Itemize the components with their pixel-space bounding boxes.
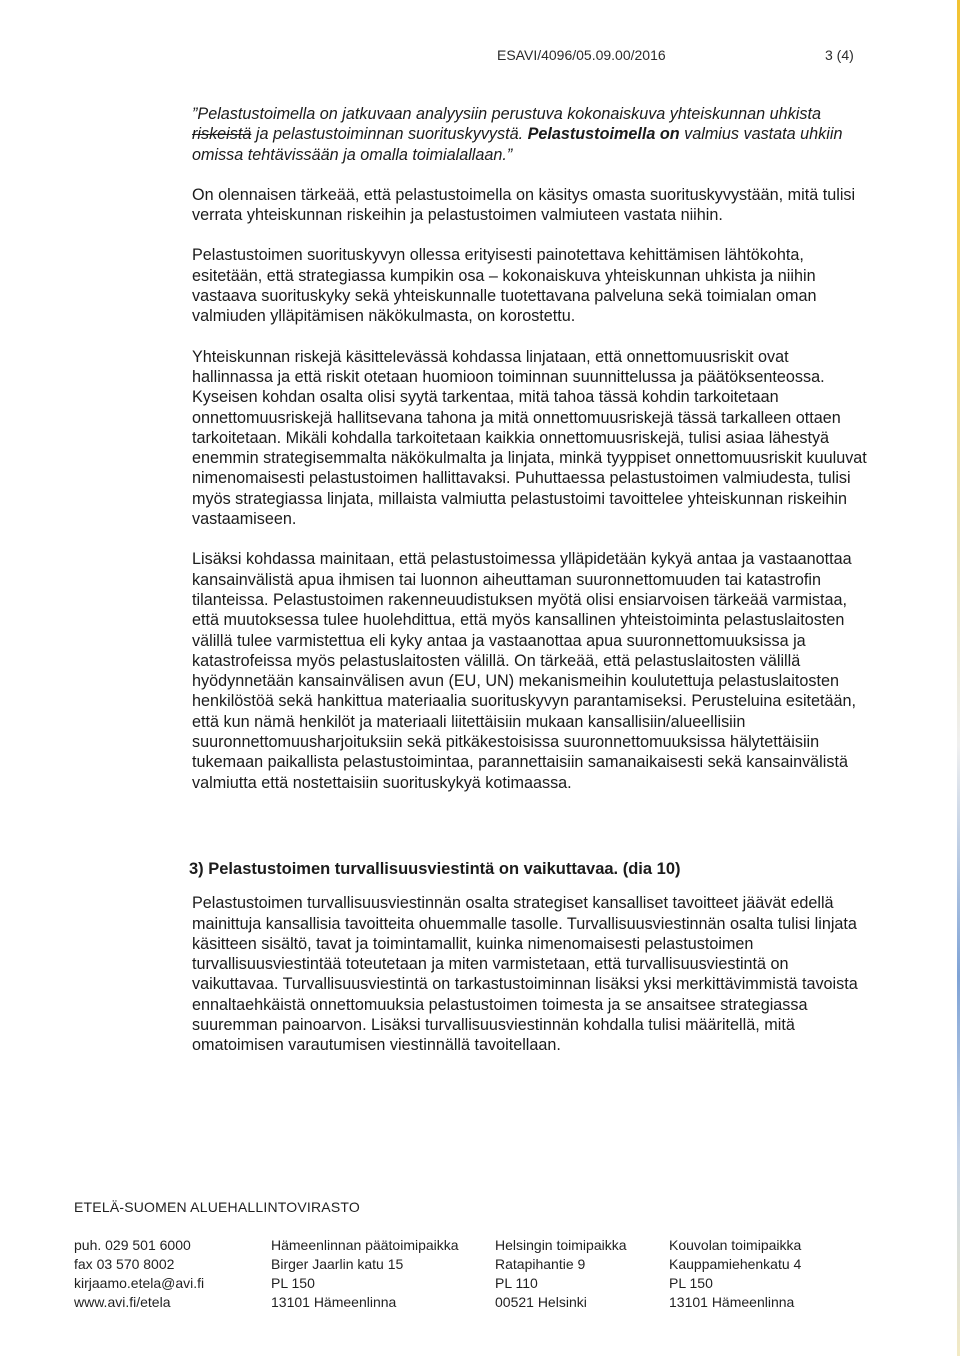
postal-city: 13101 Hämeenlinna [271,1294,397,1310]
email-address: kirjaamo.etela@avi.fi [74,1275,205,1291]
quote-text-3: valmius vastata uhkiin omissa tehtävissään ja omalla toimialallaan.” [192,125,843,164]
fax-number: fax 03 570 8002 [74,1256,175,1272]
paragraph-4: Lisäksi kohdassa mainitaan, että pelastustoimessa ylläpidetään kykyä antaa ja vastaanottaa kansainvälistä apua ihmisen tai luonnon aiheuttaman suuronnettomuuden tai katastrofin tilanteissa. Pelastustoimen rakenneuudistuksen myötä olisi ensiarvoisen tärkeää varmistaa, että muutoksessa tulee huolehdittua, että myös kansallinen yhteistoiminta pelastuslaitosten välillä tulee varmistettua eli kyky antaa ja vastaanottaa apua suuronnettomuuksissa ja katastrofeissa myös pelastuslaitosten välillä. On tärkeää, että pelastuslaitosten välillä hyödynnetään kansainvälisen avun (EU, UN) mekanismeihin koulutettuja pelastuslaitosten henkilöstöä sekä hankittua materiaalia suorituskyvyn parantamiseksi. Perusteluina esitetään, että kun nämä henkilöt ja materiaali liitettäisiin mukaan kansallisiin/alueellisiin suuronnettomuusharjoituksiin sekä pitkäkestoisissa suuronnettomuuksissa hälytettäisiin tukemaan paikallista pelastustoimintaa, parannettaisiin samanaikaisesti sekä kansainvälistä valmiutta että nostettaisiin suorituskykyä kotimaassa. [192,550,857,792]
office-name: Kouvolan toimipaikka [669,1237,802,1253]
paragraph-1: On olennaisen tärkeää, että pelastustoimella on käsitys omasta suorituskyvystään, mitä tulisi verrata yhteiskunnan riskeihin ja pelastustoimen valmiuteen vastata niihin. [192,185,856,225]
office-name: Hämeenlinnan päätoimipaikka [271,1237,459,1253]
phone-number: puh. 029 501 6000 [74,1237,191,1253]
street-address: Birger Jaarlin katu 15 [271,1256,404,1272]
footer-kouvola-office [669,1236,801,1312]
section-heading: 3) Pelastustoimen turvallisuusviestintä on vaikuttavaa. (dia 10) [189,859,681,878]
document-reference: ESAVI/4096/05.09.00/2016 [497,47,666,63]
postal-city: 13101 Hämeenlinna [669,1294,795,1310]
section-paragraph: Pelastustoimen turvallisuusviestinnän osalta strategiset kansalliset tavoitteet jäävät edellä mainittuja kansallisia tavoitteita ohuemmalle tasolle. Turvallisuusviestinnän osalta tulisi linjata käsitteen sisältö, tavat ja toimintamallit, kuinka nimenomaisesti pelastustoimen turvallisuusviestintää toteutetaan ja miten varmistetaan, että turvallisuusviestintä on vaikuttavaa. Turvallisuusviestintä on tarkastustoiminnan lisäksi yksi merkittävimmistä tavoista ennaltaehkäistä onnettomuuksia pelastustoimen toimesta ja se ansaitsee strategiassa suuremman painoarvon. Lisäksi turvallisuusviestinnän kohdalla tulisi määritellä, mitä omatoimisen varautumisen viestinnällä tavoitellaan. [192,894,858,1055]
po-box: PL 110 [495,1275,538,1291]
paragraph-3: Yhteiskunnan riskejä käsittelevässä kohdassa linjataan, että onnettomuusriskit ovat hallinnassa ja että riskit otetaan huomioon toiminnan suunnittelussa ja päätöksenteossa. Kyseisen kohdan osalta olisi syytä tarkentaa, mitä tahoa tässä kohdin tarkoitetaan onnettomuusriskejä hallitsevana tahona ja mitä onnettomuusriskejä tässä tarkalleen ottaen tarkoitetaan. Mikäli kohdalla tarkoitetaan kaikkia onnettomuusriskejä, tulisi asiaa lähestyä enemmin strategisemmalta näkökulmalta ja linjata, minkä tyyppiset onnettomuusriskit kuuluvat nimenomaisesti pelastustoimen hallittavaksi. Puhuttaessa pelastustoimen valmiudesta, tulisi myös strategiassa linjata, millaista valmiutta pelastustoimi tavoittelee yhteiskunnan riskeihin vastaamiseen. [192,347,867,529]
street-address: Ratapihantie 9 [495,1256,586,1272]
footer-contact [74,1236,204,1312]
po-box: PL 150 [271,1275,315,1291]
website: www.avi.fi/etela [74,1294,171,1310]
postal-city: 00521 Helsinki [495,1294,587,1310]
footer-columns [74,1236,934,1316]
section-spacer [192,813,872,859]
quote-bold-text: Pelastustoimella on [527,125,680,144]
office-name: Helsingin toimipaikka [495,1237,627,1253]
page-footer [74,1198,934,1316]
quoted-statement [192,104,872,165]
paragraph-2: Pelastustoimen suorituskyvyn ollessa erityisesti painotettava kehittämisen lähtökohta, esitetään, että strategiassa kumpikin osa – kokonaiskuva yhteiskunnan uhkista ja niihin vastaava suorituskyky sekä yhteiskunnalle tuotettavana palveluna sekä toimialan oman valmiuden ylläpitämisen näkökulmasta, on korostettu. [192,246,817,326]
footer-hameenlinna-office [271,1236,459,1312]
footer-helsinki-office [495,1236,627,1312]
organization-name: ETELÄ-SUOMEN ALUEHALLINTOVIRASTO [74,1199,360,1215]
quote-text-1: ”Pelastustoimella on jatkuvaan analyysiin perustuva kokonaiskuva yhteiskunnan uhkista [192,105,821,123]
page-number: 3 (4) [825,47,854,63]
document-body [189,104,872,1076]
quote-text-2: ja pelastustoiminnan suorituskyvystä. [251,125,528,144]
street-address: Kauppamiehenkatu 4 [669,1256,802,1272]
po-box: PL 150 [669,1275,713,1291]
quote-struck-word: riskeistä [192,125,252,144]
